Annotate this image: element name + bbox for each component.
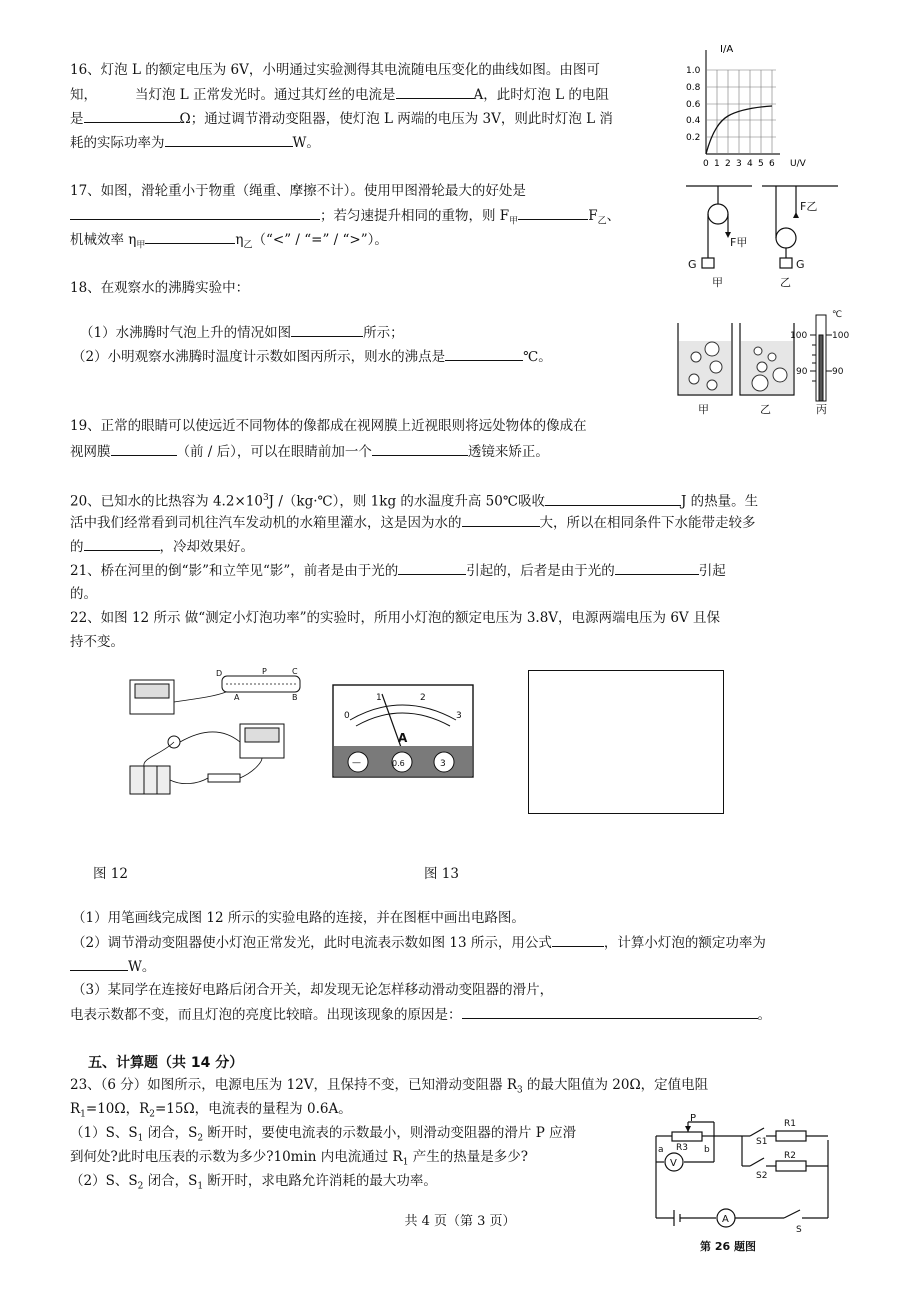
q23-text: 闭合，S [143,1173,198,1189]
q23-sub: 1 [137,1133,144,1144]
answer-blank[interactable] [462,1004,758,1019]
rheostat-slider: P [262,667,267,676]
figure-caption: 第 26 题图 [700,1240,756,1253]
boiling-figure [672,305,856,417]
q23-text: 断开时，要使电流表的示数最小，则滑动变阻器的滑片 P 应滑 [203,1125,577,1141]
weight-label: G [688,258,697,271]
resistor-label: R3 [676,1143,688,1153]
q17-text: F [588,208,598,224]
answer-blank[interactable] [398,560,466,575]
terminal-label: 0.6 [392,759,405,768]
q16-line4 [70,132,320,153]
xtick: 3 [736,159,742,169]
scale-label: 1 [376,693,382,703]
terminal-a: a [658,1145,664,1155]
switch-label: S2 [756,1171,768,1181]
q20-text: ，冷却效果好。 [159,539,254,555]
q16-line3 [70,108,613,129]
answer-blank[interactable] [70,205,320,220]
rheostat-terminal: C [292,667,298,676]
q22-line1: 22、如图 12 所示 做“测定小灯泡功率”的实验时，所用小灯泡的额定电压为 3.8V，电源两端电压为 6V 且保 [70,610,720,626]
q23-sub: 2 [197,1133,204,1144]
q22-text: 。 [757,1007,771,1023]
answer-blank[interactable] [445,346,523,361]
section-title: 五、计算题（共 14 分） [88,1055,244,1071]
q16-text: Ω；通过调节滑动变阻器，使灯泡 L 两端的电压为 3V，则此时灯泡 L 消 [179,111,613,127]
q23-line2 [70,1099,352,1125]
thermometer-tick: 100 [790,331,808,341]
q20-sup: 3 [262,493,269,503]
q18-line1: 18、在观察水的沸腾实验中： [70,280,250,296]
xtick: 2 [725,159,731,169]
slider-label: P [690,1113,697,1124]
resistor-label: R1 [784,1119,796,1129]
q20-line3 [70,536,254,557]
fig-caption-bing: 丙 [816,403,827,416]
q23-sub: 2 [137,1181,144,1192]
q16-text: W。 [292,135,320,151]
scale-label: 0 [344,711,350,721]
terminal-label: 3 [440,759,446,769]
q23-sub: 1 [402,1157,409,1168]
q16-line2 [70,84,609,105]
q22-text: W。 [128,959,156,975]
q16-text: 当灯泡 L 正常发光时。通过其灯丝的电流是 [135,87,396,103]
xtick: 5 [758,159,764,169]
q21-text: 21、桥在河里的倒“影”和立竿见“影”，前者是由于光的 [70,563,399,579]
q22-part2-cont [70,956,155,977]
q19-text: 视网膜 [70,444,111,460]
q23-text: 闭合，S [143,1125,198,1141]
q18-line3 [72,346,552,367]
q19-text: 透镜来矫正。 [467,444,549,460]
q23-text: 的最大阻值为 20Ω，定值电阻 [522,1077,709,1093]
q23-text: 23、（6 分）如图所示，电源电压为 12V，且保持不变，已知滑动变阻器 R [70,1077,517,1093]
q17-sub: 乙 [243,240,253,251]
q17-sub: 乙 [597,216,607,227]
ytick: 0.8 [686,83,701,93]
graph-xlabel: U/V [790,159,806,169]
q17-text: 机械效率 η [70,232,137,248]
q18-text: （2）小明观察水沸腾时温度计示数如图丙所示，则水的沸点是 [72,349,446,365]
q22-line2: 持不变。 [70,634,124,650]
q22-text: 电表示数都不变，而且灯泡的亮度比较暗。出现该现象的原因是： [70,1007,462,1023]
ytick: 1.0 [686,66,701,76]
q22-part3: （3）某同学在连接好电路后闭合开关，却发现无论怎样移动滑动变阻器的滑片， [72,982,554,998]
ammeter-figure [332,684,474,778]
q22-part3-cont [70,1004,771,1025]
answer-blank[interactable] [84,536,160,551]
answer-blank[interactable] [518,205,588,220]
q23-text: =10Ω，R [85,1101,150,1117]
q17-text: ；若匀速提升相同的重物，则 F [320,208,510,224]
answer-blank[interactable] [165,132,293,147]
fig-caption-jia: 甲 [712,276,723,289]
graph-ylabel: I/A [720,44,734,55]
experiment-apparatus-figure [122,662,314,802]
q17-text: （“<” / “=” / “>”）。 [252,232,388,248]
resistor-label: R2 [784,1151,796,1161]
q17-line3 [70,229,388,256]
q21-line2: 的。 [70,586,97,602]
answer-blank[interactable] [615,560,699,575]
circuit-diagram-q23 [650,1112,840,1254]
answer-blank[interactable] [462,512,540,527]
answer-blank[interactable] [291,322,363,337]
answer-blank[interactable] [396,84,474,99]
q22-text: （2）调节滑动变阻器使小灯泡正常发光，此时电流表示数如图 13 所示，用公式 [72,935,552,951]
q19-line2 [70,441,549,462]
q23-sub: 1 [197,1181,204,1192]
q19-line1: 19、正常的眼睛可以使远近不同物体的像都成在视网膜上近视眼则将远处物体的像成在 [70,418,587,434]
q22-part1: （1）用笔画线完成图 12 所示的实验电路的连接，并在图框中画出电路图。 [72,910,525,926]
q23-sub: 1 [80,1109,86,1120]
thermometer-tick: 90 [832,367,844,377]
terminal-b: b [704,1145,710,1155]
terminal-label: — [352,758,361,768]
q17-line2 [70,205,620,232]
q23-text: 断开时，求电路允许消耗的最大功率。 [203,1173,437,1189]
q23-line1 [70,1075,708,1101]
circuit-drawing-frame[interactable] [528,670,724,814]
q18-text: （1）水沸腾时气泡上升的情况如图 [80,325,292,341]
force-label-jia: F甲 [730,236,748,249]
answer-blank[interactable] [70,956,128,971]
pulley-figure [682,180,852,290]
fig-caption-yi: 乙 [780,276,791,289]
q23-sub: 3 [516,1085,523,1096]
q17-text: η [235,232,244,248]
ytick: 0.4 [686,116,701,126]
q17-sub: 甲 [509,216,519,227]
switch-label: S1 [756,1137,768,1147]
rheostat-terminal: D [216,669,223,678]
fig-caption-jia: 甲 [698,403,709,416]
q20-text: J 的热量。生 [680,493,759,510]
ammeter-unit: A [398,731,408,745]
q23-text: =15Ω，电流表的量程为 0.6A。 [155,1101,352,1117]
q23-text: R [70,1101,81,1117]
fig13-caption: 图 13 [424,866,459,882]
xtick: 6 [769,159,775,169]
voltmeter-label: V [670,1158,677,1169]
rheostat-terminal: A [234,693,240,702]
q21-text: 引起 [698,563,726,579]
xtick: 0 [703,159,709,169]
q18-line2 [80,322,404,343]
q19-text: （前 / 后），可以在眼睛前加一个 [176,444,372,460]
q17-text: 、 [606,208,621,224]
q20-text: J /（kg·℃），则 1kg 的水温度升高 50℃吸收 [268,493,545,510]
answer-blank[interactable] [145,229,235,244]
switch-label: S [796,1225,802,1235]
q21-text: 引起的，后者是由于光的 [466,563,615,579]
q23-line5 [70,1171,437,1197]
ytick: 0.6 [686,100,701,110]
weight-label: G [796,258,805,271]
ammeter-label: A [722,1214,729,1225]
q16-text: 知， [70,87,97,103]
q23-sub: 2 [149,1109,155,1120]
q20-line2 [70,512,756,533]
q16-text: A，此时灯泡 L 的电阻 [473,87,609,103]
xtick: 1 [714,159,720,169]
q20-text: 活中我们经常看到司机往汽车发动机的水箱里灌水，这是因为水的 [70,515,462,531]
q16-text: 是 [70,111,84,127]
q21-line1 [70,560,726,581]
q23-text: （1）S、S [70,1125,138,1141]
fig-caption-yi: 乙 [760,403,771,416]
xtick: 4 [747,159,753,169]
q17-sub: 甲 [136,240,146,251]
q20-line1 [70,488,758,512]
q22-part2 [72,932,766,953]
fig12-caption: 图 12 [93,866,128,882]
force-label-yi: F乙 [800,200,818,213]
iv-curve-graph [676,40,836,172]
q22-text: ，计算小灯泡的额定功率为 [603,935,766,951]
answer-blank[interactable] [552,932,604,947]
thermometer-unit: ℃ [832,310,843,320]
q20-text: 20、已知水的比热容为 4.2×10 [70,493,263,510]
thermometer-tick: 90 [796,367,808,377]
q23-line3 [70,1123,576,1149]
q20-text: 大，所以在相同条件下水能带走较多 [539,515,756,531]
q18-text: ℃。 [523,349,552,365]
q23-text: 产生的热量是多少? [408,1149,528,1165]
scale-label: 3 [456,711,462,721]
q16-text: 耗的实际功率为 [70,135,165,151]
q20-text: 的 [70,539,84,555]
answer-blank[interactable] [111,441,177,456]
q23-text: （2）S、S [70,1173,138,1189]
q23-text: 到何处?此时电压表的示数为多少?10min 内电流通过 R [70,1149,403,1165]
q23-line4 [70,1147,528,1173]
answer-blank[interactable] [84,108,180,123]
ytick: 0.2 [686,133,701,143]
q16-line1: 16、灯泡 L 的额定电压为 6V，小明通过实验测得其电流随电压变化的曲线如图。由图可 [70,62,600,78]
scale-label: 2 [420,693,426,703]
answer-blank[interactable] [372,441,468,456]
page-footer: 共 4 页（第 3 页） [404,1214,516,1229]
q17-line1: 17、如图，滑轮重小于物重（绳重、摩擦不计）。使用甲图滑轮最大的好处是 [70,183,526,199]
q18-text: 所示； [363,325,404,341]
rheostat-terminal: B [292,693,298,702]
thermometer-tick: 100 [832,331,850,341]
answer-blank[interactable] [545,491,681,506]
